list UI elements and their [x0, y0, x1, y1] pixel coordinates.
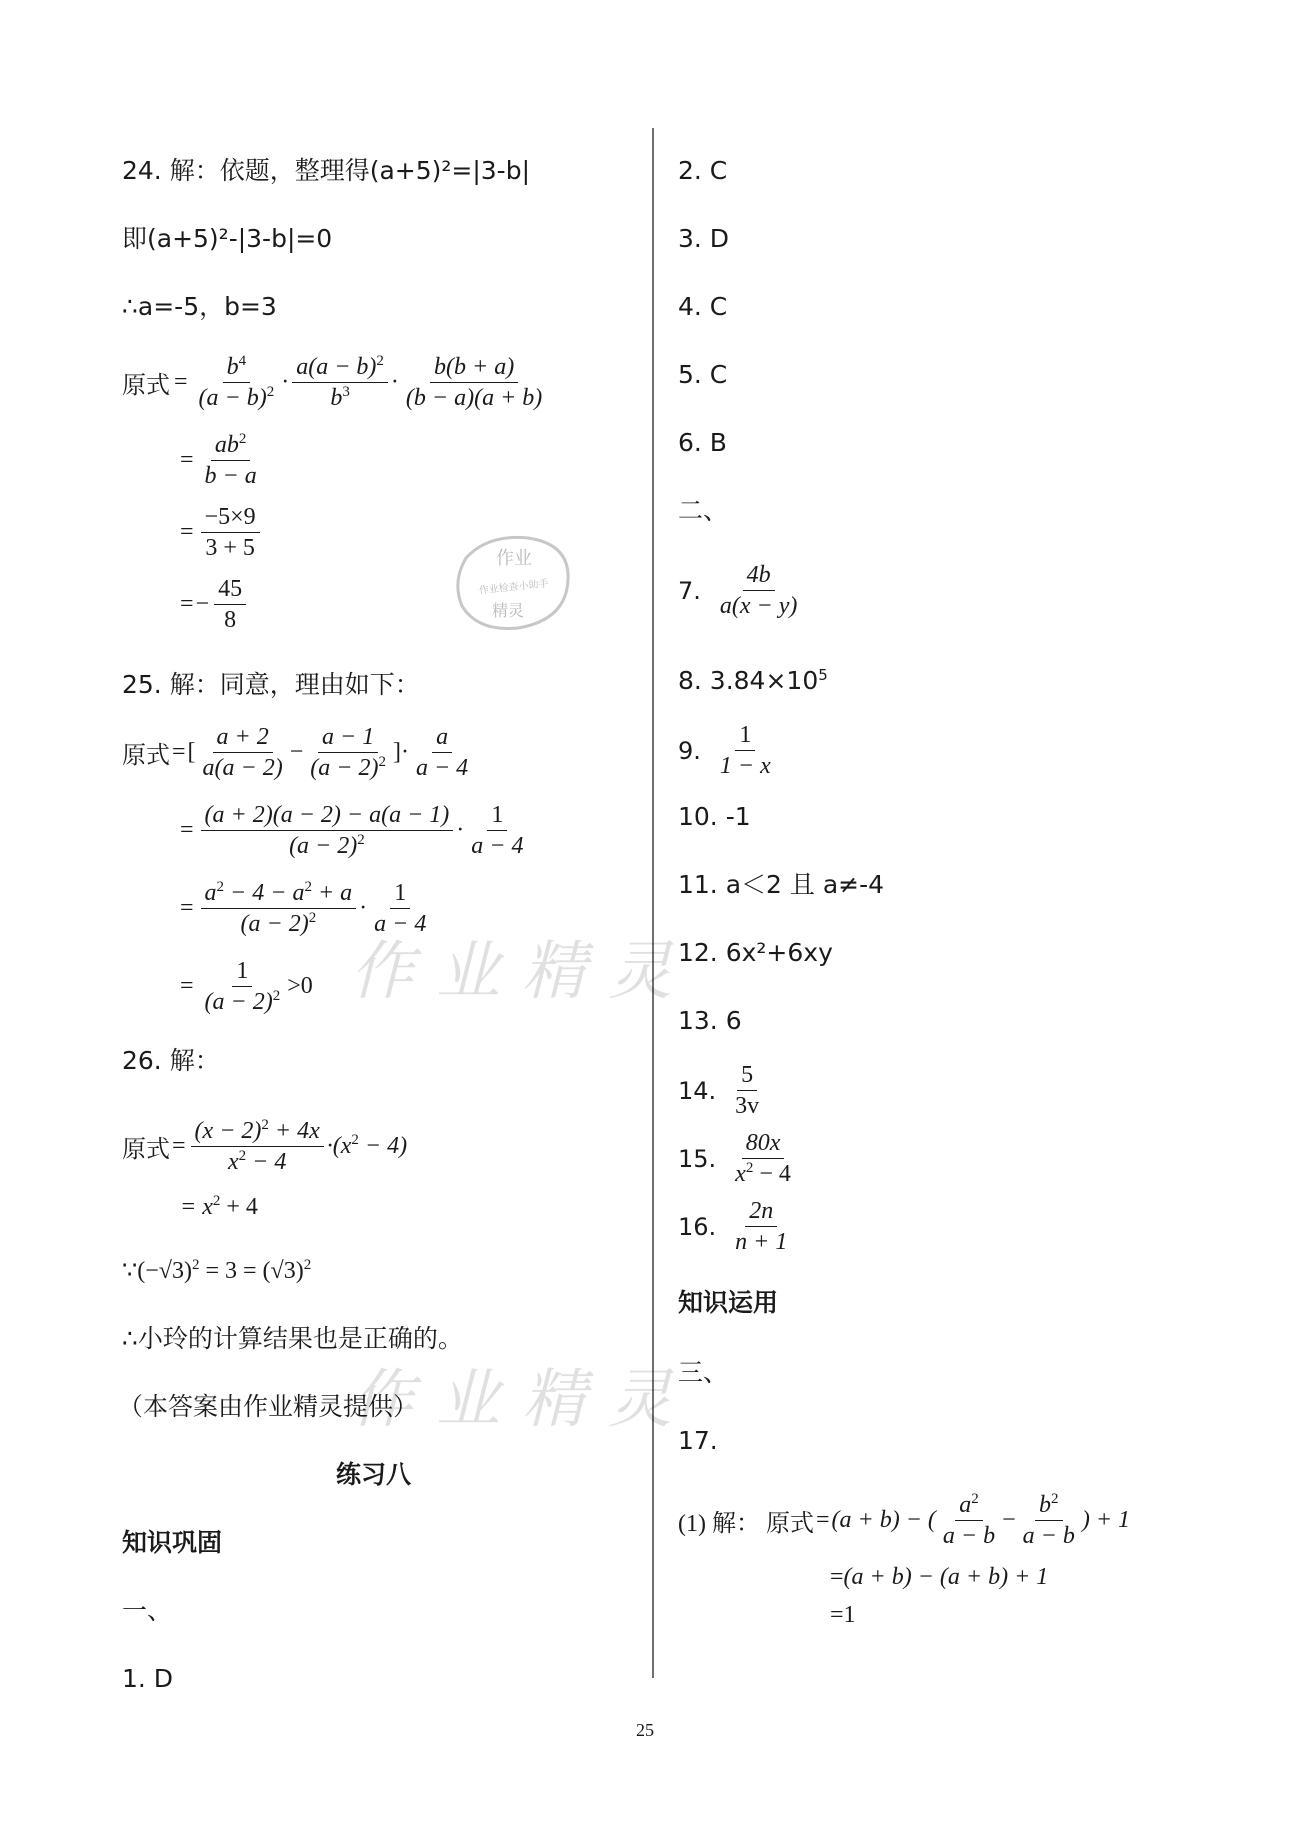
answer-8: 8. $3.84\times 10^5$ — [678, 666, 828, 695]
q24-expr-step3: = $\frac{-5\times 9}{3 + 5}$ — [180, 502, 263, 563]
answer-5: 5. C — [678, 360, 728, 389]
answer-4: 4. C — [678, 292, 728, 321]
q25-expr-step2: = $\frac{(a + 2)(a - 2) - a(a - 1)}{(a - 2)^2}$ · $\frac{1}{a - 4}$ — [180, 802, 524, 859]
q24-line2: 即(a+5)²-|3-b|=0 — [122, 224, 333, 253]
q24-expr-label: 原式 — [122, 371, 170, 399]
q17-expr-step1: (1) 解： 原式 = (a + b) − ( $\frac{a^2}{a - b}$ − $\frac{b^2}{a - b}$ ) + 1 — [678, 1491, 1131, 1549]
answer-16: 16. $\frac{2n}{n + 1}$ — [678, 1198, 788, 1255]
q26-since-line: $\because(-√3)^2 = 3 = (√3)^2$ — [122, 1257, 312, 1284]
answer-1: 1. D — [122, 1664, 174, 1693]
section-title: 练习八 — [336, 1460, 412, 1489]
answer-9: 9. $\frac{1}{1 - x}$ — [678, 722, 771, 779]
q24-line1: 24. 解：依题，整理得(a+5)²=|3-b| — [122, 156, 530, 185]
page-number: 25 — [636, 1720, 654, 1740]
part-two-heading: 二、 — [678, 496, 729, 525]
q24-line3: ∴a=-5，b=3 — [122, 292, 277, 321]
q24-expr-step4: = − $\frac{45}{8}$ — [180, 574, 249, 635]
answer-10: 10. -1 — [678, 802, 751, 831]
answer-17: 17. — [678, 1426, 718, 1455]
q26-expr-step2: = $x^2 + 4$ — [180, 1193, 258, 1220]
fraction: $\frac{a(a - b)^2}{b^3}$ — [292, 352, 388, 413]
q17-expr-step2: =(a + b) − (a + b) + 1 — [830, 1564, 1049, 1590]
equals: = — [174, 369, 188, 395]
answer-2: 2. C — [678, 156, 728, 185]
part-three-heading: 三、 — [678, 1358, 729, 1387]
part-one-heading: 一、 — [122, 1596, 173, 1625]
watermark-text: 作业精灵 — [350, 1363, 694, 1437]
subsection-knowledge-consolidation: 知识巩固 — [122, 1528, 223, 1557]
q25-expr-step4: = $\frac{1}{(a - 2)^2}$ >0 — [180, 958, 313, 1015]
answer-12: 12. 6x²+6xy — [678, 938, 833, 967]
q25-expr-step3: = $\frac{a^2 - 4 - a^2 + a}{(a - 2)^2}$ · $\frac{1}{a - 4}$ — [180, 879, 427, 937]
q26-line1: 26. 解： — [122, 1046, 220, 1075]
answer-13: 13. 6 — [678, 1006, 742, 1035]
fraction: $\frac{b(b + a)}{(b - a)(a + b)}$ — [405, 354, 543, 411]
svg-text:精灵: 精灵 — [491, 601, 525, 620]
credit-note: （本答案由作业精灵提供） — [118, 1392, 419, 1421]
svg-text:作业检查小助手: 作业检查小助手 — [478, 578, 550, 597]
answer-11: 11. a＜2 且 a≠-4 — [678, 870, 885, 899]
answer-3: 3. D — [678, 224, 730, 253]
seal-watermark-icon — [448, 528, 578, 638]
answer-14: 14. $\frac{5}{3v}$ — [678, 1062, 760, 1119]
q24-expr-step1: 原式 = $\frac{b^4}{(a - b)^2}$ · $\frac{a(a - b)^2}{b^3}$ · $\frac{b(b + a)}{(b - a)(a + b)}$ — [122, 352, 549, 413]
answer-7: 7. $\frac{4b}{a(x - y)}$ — [678, 562, 798, 619]
svg-text:作业: 作业 — [496, 548, 532, 569]
q26-expr-step1: 原式 = $\frac{(x - 2)^2 + 4x}{x^2 - 4}$ $\cdot(x^2 - 4)$ — [122, 1117, 408, 1175]
q26-conclusion: ∴小玲的计算结果也是正确的。 — [122, 1324, 463, 1353]
q25-expr-step1: 原式 = [ $\frac{a + 2}{a(a - 2)}$ − $\frac{a - 1}{(a - 2)^2}$ ] · $\frac{a}{a - 4}$ — [122, 724, 469, 781]
column-divider — [652, 128, 654, 1678]
answer-6: 6. B — [678, 428, 727, 457]
watermark-text: 作业精灵 — [350, 935, 694, 1009]
answer-15: 15. $\frac{80x}{x^2 - 4}$ — [678, 1130, 791, 1187]
subsection-knowledge-application: 知识运用 — [678, 1288, 779, 1317]
q24-expr-step2: = $\frac{ab^2}{b - a}$ — [180, 431, 257, 489]
fraction: $\frac{b^4}{(a - b)^2}$ — [198, 353, 275, 411]
q25-line1: 25. 解：同意，理由如下： — [122, 670, 420, 699]
q17-expr-step3: =1 — [830, 1602, 856, 1628]
